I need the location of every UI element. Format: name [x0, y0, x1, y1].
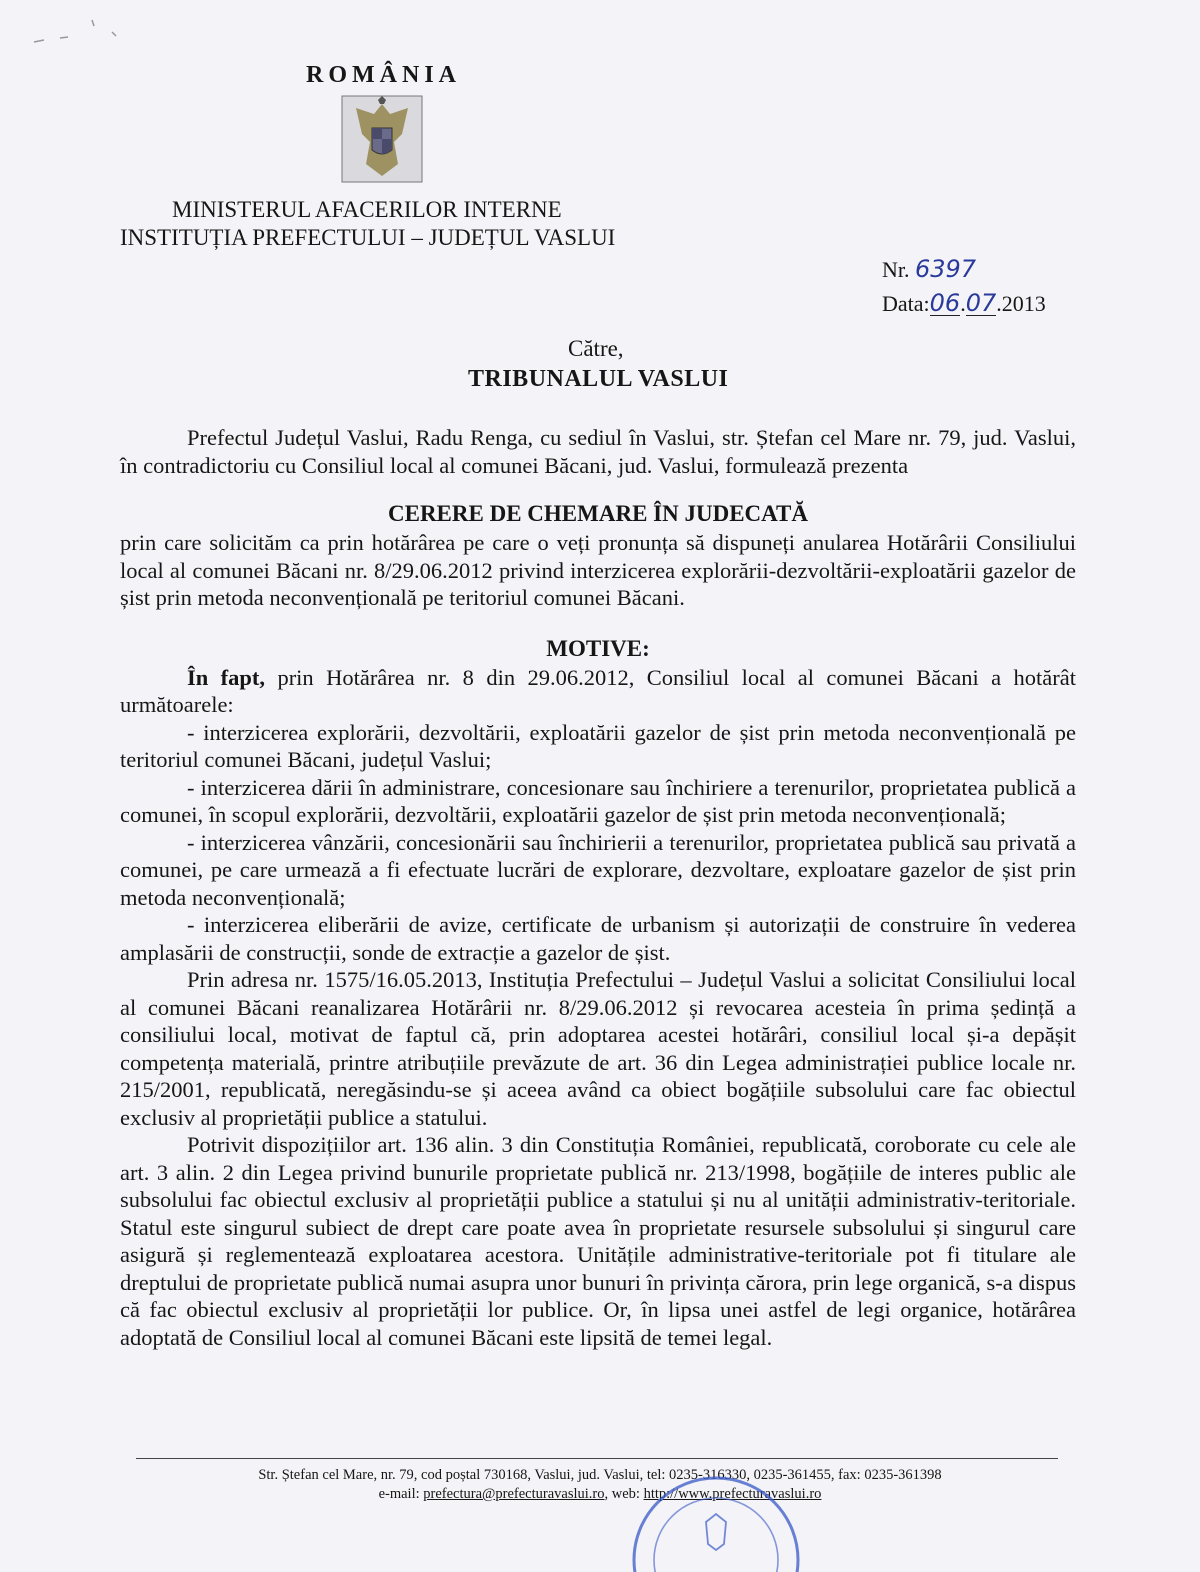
- list-item: - interzicerea eliberării de avize, certificate de urbanism și autorizații de construire în vederea amplasării de construcții, sonde de extracție a gazelor de șist.: [120, 912, 1076, 965]
- footer-email-link[interactable]: prefectura@prefecturavaslui.ro: [423, 1486, 605, 1502]
- date-day: 06: [929, 289, 961, 317]
- ministry-name: MINISTERUL AFACERILOR INTERNE: [172, 197, 562, 222]
- date-month: 07: [965, 289, 997, 317]
- list-item: - interzicerea vânzării, concesionării sau închirierii a terenurilor, proprietatea publică sau privată a comunei, pe care urmează a fi efectuate lucrări de explorare, dezvoltare, exploatare gazelor de șist prin metoda neconvențională;: [120, 829, 1076, 910]
- addressee-court: TRIBUNALUL VASLUI: [468, 366, 729, 392]
- country-heading: ROMÂNIA: [306, 62, 461, 88]
- footer-contact: e-mail: prefectura@prefecturavaslui.ro, web: http://www.prefecturavaslui.ro: [378, 1486, 822, 1502]
- footer-address: Str. Ștefan cel Mare, nr. 79, cod poștal 730168, Vaslui, jud. Vaslui, tel: 0235-316330, 0235-361455, fax: 0235-361398: [258, 1467, 942, 1483]
- institution-name: INSTITUȚIA PREFECTULUI – JUDEȚUL VASLUI: [120, 225, 616, 250]
- registration-number: [882, 252, 1046, 287]
- list-item: - interzicerea explorării, dezvoltării, exploatării gazelor de șist prin metoda neconvențională pe teritoriul comunei Băcani, județul Vaslui;: [120, 719, 1076, 772]
- list-item: - interzicerea dării în administrare, concesionare sau închiriere a terenurilor, proprietatea publică a comunei, în scopul explorării, dezvoltării, exploatării gazelor de șist prin metoda neconvențională;: [120, 774, 1076, 827]
- intro-paragraph: Prefectul Județul Vaslui, Radu Renga, cu sediul în Vaslui, str. Ștefan cel Mare nr. 79, jud. Vaslui, în contradictoriu cu Consiliul local al comunei Băcani, jud. Vaslui, formulează prezenta: [120, 425, 1076, 478]
- facts-lead: În fapt,: [187, 664, 266, 690]
- footer: [140, 1466, 1060, 1504]
- coat-of-arms-icon: [340, 94, 424, 184]
- date-label: Data:: [882, 291, 930, 316]
- nr-value: 6397: [915, 255, 977, 283]
- address-paragraph: Prin adresa nr. 1575/16.05.2013, Instituția Prefectului – Județul Vaslui a solicitat Consiliului local al comunei Băcani reanalizarea Hotărârii nr. 8/29.06.2012 și revocarea acesteia în prima ședință a consiliului local, motivat de faptul că, prin adoptarea acestei hotărâri, consiliul local și-a depășit competența materială, printre atribuțiile prevăzute de art. 36 din Legea administrației publice locale nr. 215/2001, republicată, neregăsindu-se și aceea având ca obiect bogățiile subsolului care fac obiectul exclusiv al proprietății publice a statului.: [120, 967, 1076, 1130]
- addressee-label: Către,: [568, 336, 624, 361]
- motive-heading: MOTIVE:: [546, 635, 650, 661]
- registration-date: Data:06.07.2013: [882, 289, 1046, 317]
- footer-divider: [136, 1458, 1058, 1459]
- document-title: CERERE DE CHEMARE ÎN JUDECATĂ: [388, 501, 808, 526]
- document-body: [120, 424, 1076, 1351]
- scan-marks: [30, 12, 140, 52]
- facts-paragraph: [120, 664, 1076, 719]
- nr-label: Nr.: [882, 257, 910, 282]
- official-stamp-icon: [620, 1452, 810, 1572]
- request-paragraph: prin care solicităm ca prin hotărârea pe care o veți pronunța să dispuneți anularea Hotărârii Consiliului local al comunei Băcani nr. 8/29.06.2012 privind interzicerea explorării-dezvoltării-exploatării gazelor de șist prin metoda neconvențională pe teritoriul comunei Băcani.: [120, 530, 1076, 610]
- date-year: .2013: [996, 291, 1046, 316]
- footer-web-link[interactable]: http://www.prefecturavaslui.ro: [643, 1486, 822, 1502]
- legal-basis-paragraph: Potrivit dispozițiilor art. 136 alin. 3 din Constituția României, republicată, coroborate cu cele ale art. 3 alin. 2 din Legea privind bunurile proprietate publică nr. 213/1998, bogățiile de interes public ale subsolului fac obiectul exclusiv al proprietății publice a statului și nu al unității administrativ-teritoriale. Statul este singurul subiect de drept care poate avea în proprietate resursele subsolului și singurul care asigură și reglementează exploatarea acestora. Unitățile administrative-teritoriale pot fi titulare ale dreptului de proprietate publică numai asupra unor bunuri în privința cărora, prin lege organică, s-a dispus că fac obiectul exclusiv al proprietății lor publice. Or, în lipsa unei astfel de legi organice, hotărârea adoptată de Consiliul local al comunei Băcani este lipsită de temei legal.: [120, 1132, 1076, 1350]
- facts-text: prin Hotărârea nr. 8 din 29.06.2012, Consiliul local al comunei Băcani a hotărât următoarele:: [120, 664, 1076, 717]
- registration-block: [882, 252, 1046, 321]
- issuing-authority: [120, 196, 772, 252]
